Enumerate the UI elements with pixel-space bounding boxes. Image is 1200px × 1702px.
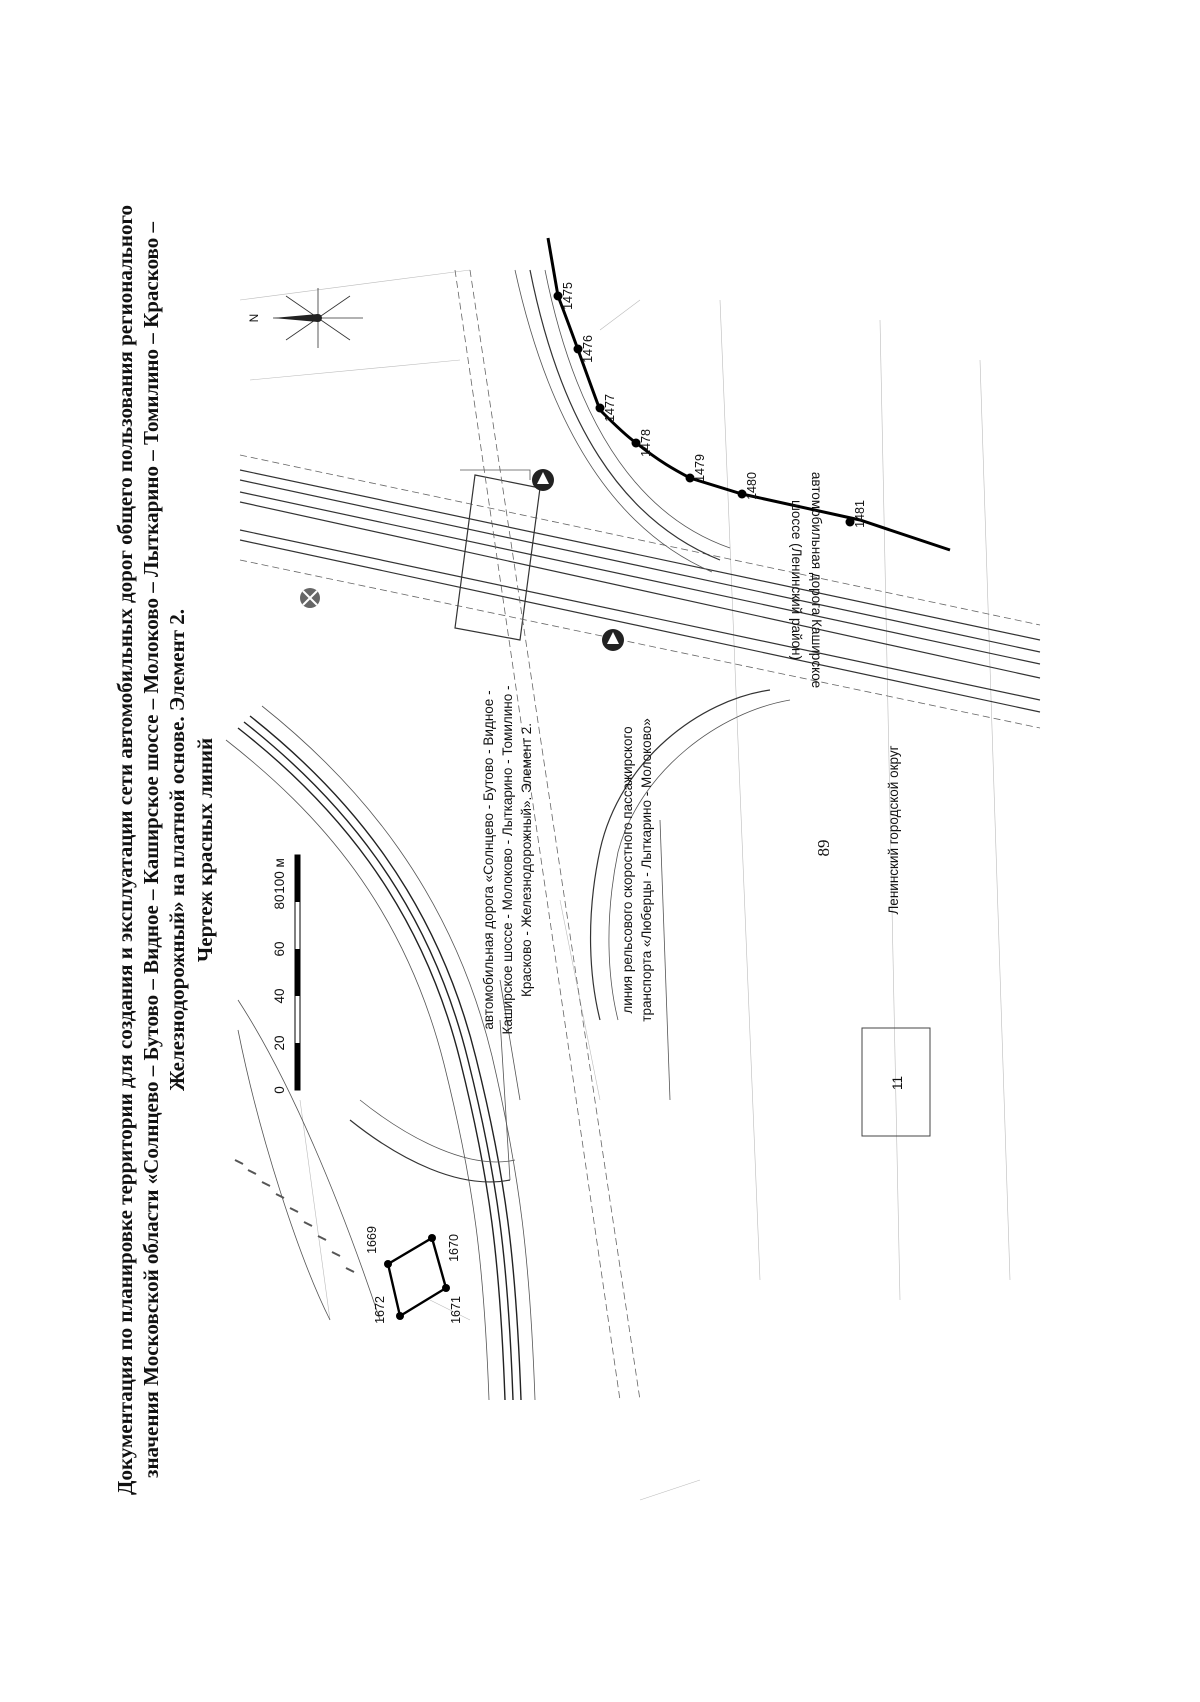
drawing-title: Чертеж красных линий — [193, 737, 217, 963]
rail-label — [620, 718, 654, 1021]
page-number: 89 — [814, 839, 833, 857]
kashirskoe-label-line-2: шоссе (Ленинский район) — [789, 500, 804, 660]
point-label-1477: 1477 — [603, 394, 617, 422]
point-label-1481: 1481 — [853, 500, 867, 528]
road-label-line-2: Каширское шоссе - Молоково - Лыткарино - Томилино - — [500, 685, 515, 1035]
hatching — [235, 1160, 354, 1272]
road-label — [481, 685, 534, 1034]
main-road — [240, 455, 1040, 728]
point-label-1478: 1478 — [639, 429, 653, 457]
scale-tick-60: 60 — [272, 941, 287, 957]
rail-label-line-1: линия рельсового скоростного пассажирского — [620, 726, 635, 1014]
point-label-1476: 1476 — [581, 335, 595, 363]
title-line-1: Документация по планировке территории для создания и эксплуатации сети автомобильных дорог общего пользования регионального — [113, 204, 137, 1496]
scale-bar — [272, 855, 300, 1094]
point-label-1480: 1480 — [745, 472, 759, 500]
parcel-polygon — [365, 1226, 463, 1324]
point-marker — [384, 1260, 392, 1268]
point-marker — [396, 1312, 404, 1320]
parcel-11 — [862, 1028, 930, 1136]
title-line-3: Железнодорожный» на платной основе. Элемент 2. — [165, 608, 189, 1092]
map-area — [226, 238, 1040, 1500]
kashirskoe-label — [789, 472, 824, 688]
point-label-1670: 1670 — [447, 1234, 461, 1262]
kashirskoe-label-line-1: автомобильная дорога Каширское — [809, 471, 824, 689]
scale-tick-80: 80 — [272, 894, 287, 910]
title-line-2: значения Московской области «Солнцево – Бутово – Видное – Каширское шоссе – Молоково – Лыткарино – Томилино – Красково – — [139, 222, 163, 1478]
scale-tick-100: 100 м — [272, 858, 287, 894]
scale-tick-40: 40 — [272, 988, 287, 1004]
point-marker — [428, 1234, 436, 1242]
north-label: N — [247, 313, 261, 323]
district-label: Ленинский городской округ — [886, 745, 901, 915]
leader-line-rail — [660, 820, 670, 1100]
point-label-1672: 1672 — [373, 1296, 387, 1324]
scale-tick-20: 20 — [272, 1035, 287, 1051]
point-label-1671: 1671 — [449, 1296, 463, 1324]
parcel-number: 11 — [890, 1075, 905, 1091]
red-line — [548, 238, 950, 550]
point-label-1669: 1669 — [365, 1226, 379, 1254]
point-label-1475: 1475 — [561, 282, 575, 310]
road-label-line-3: Красково - Железнодорожный». Элемент 2. — [519, 722, 534, 998]
sign-symbols — [300, 469, 624, 651]
rail-label-line-2: транспорта «Люберцы - Лыткарино - Молоково» — [639, 718, 654, 1022]
scale-tick-0: 0 — [272, 1086, 287, 1094]
junction-ramps — [350, 270, 790, 1182]
point-label-1479: 1479 — [693, 454, 707, 482]
title-block — [113, 205, 217, 1495]
point-marker — [442, 1284, 450, 1292]
road-label-line-1: автомобильная дорога «Солнцево - Бутово - Видное - — [481, 690, 496, 1030]
